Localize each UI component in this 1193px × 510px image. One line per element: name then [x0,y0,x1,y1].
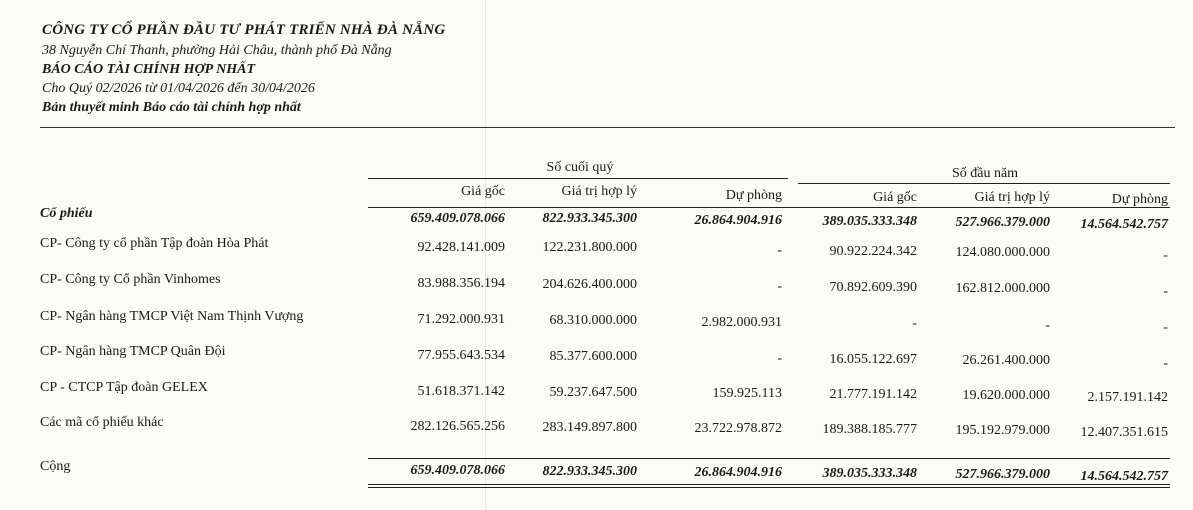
row-value: - [1163,320,1168,335]
row-value: 59.237.647.500 [549,385,637,400]
row-value: 85.377.600.000 [549,349,637,364]
row-label: CP - CTCP Tập đoàn GELEX [40,380,208,395]
row-value: - [1163,248,1168,263]
row-value: 204.626.400.000 [542,277,637,292]
row-value: 68.310.000.000 [549,313,637,328]
row-value: 83.988.356.194 [417,276,505,291]
row-value: 51.618.371.142 [417,384,505,399]
row-value: 70.892.609.390 [829,280,917,295]
company-address: 38 Nguyễn Chí Thanh, phường Hải Châu, thành phố Đà Nẵng [42,43,392,58]
group-heading-end-of-quarter: Số cuối quý [546,160,614,175]
row-value: - [1163,356,1168,371]
row-value: - [1045,318,1050,333]
row-value: 283.149.897.800 [542,420,637,435]
row-value: 23.722.978.872 [694,421,782,436]
section-value: 14.564.542.757 [1080,217,1168,232]
group-heading-beginning-of-year: Số đầu năm [951,166,1019,181]
row-value: 124.080.000.000 [955,245,1050,260]
col-header-cost-start: Giá gốc [873,190,917,205]
total-value: 389.035.333.348 [822,466,917,481]
header-rule [40,127,1175,128]
row-value: 122.231.800.000 [542,240,637,255]
row-value: 2.157.191.142 [1087,390,1168,405]
total-value: 527.966.379.000 [955,467,1050,482]
row-value: 159.925.113 [712,386,782,401]
row-value: 21.777.191.142 [829,387,917,402]
col-header-cost-end: Giá gốc [461,184,505,199]
report-title: BÁO CÁO TÀI CHÍNH HỢP NHẤT [42,62,256,77]
row-value: 162.812.000.000 [955,281,1050,296]
section-value: 389.035.333.348 [822,214,917,229]
row-label: Các mã cổ phiếu khác [40,415,164,430]
row-value: - [1163,284,1168,299]
section-value: 527.966.379.000 [955,215,1050,230]
row-value: 92.428.141.009 [417,240,505,255]
row-value: 16.055.122.697 [829,352,917,367]
row-value: 19.620.000.000 [962,388,1050,403]
row-value: - [777,279,782,294]
report-period: Cho Quý 02/2026 từ 01/04/2026 đến 30/04/2026 [42,81,315,96]
section-value: 26.864.904.916 [694,213,782,228]
group-underline-start [798,183,1170,184]
col-header-fair-value-start: Giá trị hợp lý [974,190,1050,205]
total-value: 659.409.078.066 [410,463,505,478]
total-value: 14.564.542.757 [1080,469,1168,484]
row-value: 12.407.351.615 [1080,425,1168,440]
col-header-provision-end: Dự phòng [725,188,782,203]
group-underline-end [368,178,788,179]
row-value: 77.955.643.534 [417,348,505,363]
row-value: - [912,316,917,331]
col-header-fair-value-end: Giá trị hợp lý [561,184,637,199]
row-value: - [777,351,782,366]
row-value: 26.261.400.000 [962,353,1050,368]
row-value: 195.192.979.000 [955,423,1050,438]
total-label: Cộng [40,459,71,474]
total-bottom-rule [368,484,1170,485]
total-top-rule [368,458,1170,459]
row-value: 71.292.000.931 [417,312,505,327]
row-value: 282.126.565.256 [410,419,505,434]
company-name: CÔNG TY CỔ PHẦN ĐẦU TƯ PHÁT TRIỂN NHÀ ĐÀ NẴNG [42,22,446,38]
col-header-provision-start: Dự phòng [1111,192,1168,207]
row-label: CP- Ngân hàng TMCP Quân Đội [40,344,226,359]
total-bottom-rule-double [368,487,1170,488]
section-value: 822.933.345.300 [542,211,637,226]
row-label: CP- Công ty Cổ phần Vinhomes [40,272,221,287]
section-label-shares: Cổ phiếu [40,206,93,221]
row-value: 189.388.185.777 [822,422,917,437]
total-value: 26.864.904.916 [694,465,782,480]
row-value: 2.982.000.931 [701,315,782,330]
row-label: CP- Ngân hàng TMCP Việt Nam Thịnh Vượng [40,309,304,324]
section-value: 659.409.078.066 [410,211,505,226]
total-value: 822.933.345.300 [542,464,637,479]
row-value: - [777,243,782,258]
row-value: 90.922.224.342 [829,244,917,259]
row-label: CP- Công ty cổ phần Tập đoàn Hòa Phát [40,236,269,251]
header-bottom-rule [368,207,1170,208]
notes-title: Bản thuyết minh Báo cáo tài chính hợp nhất [42,100,301,115]
